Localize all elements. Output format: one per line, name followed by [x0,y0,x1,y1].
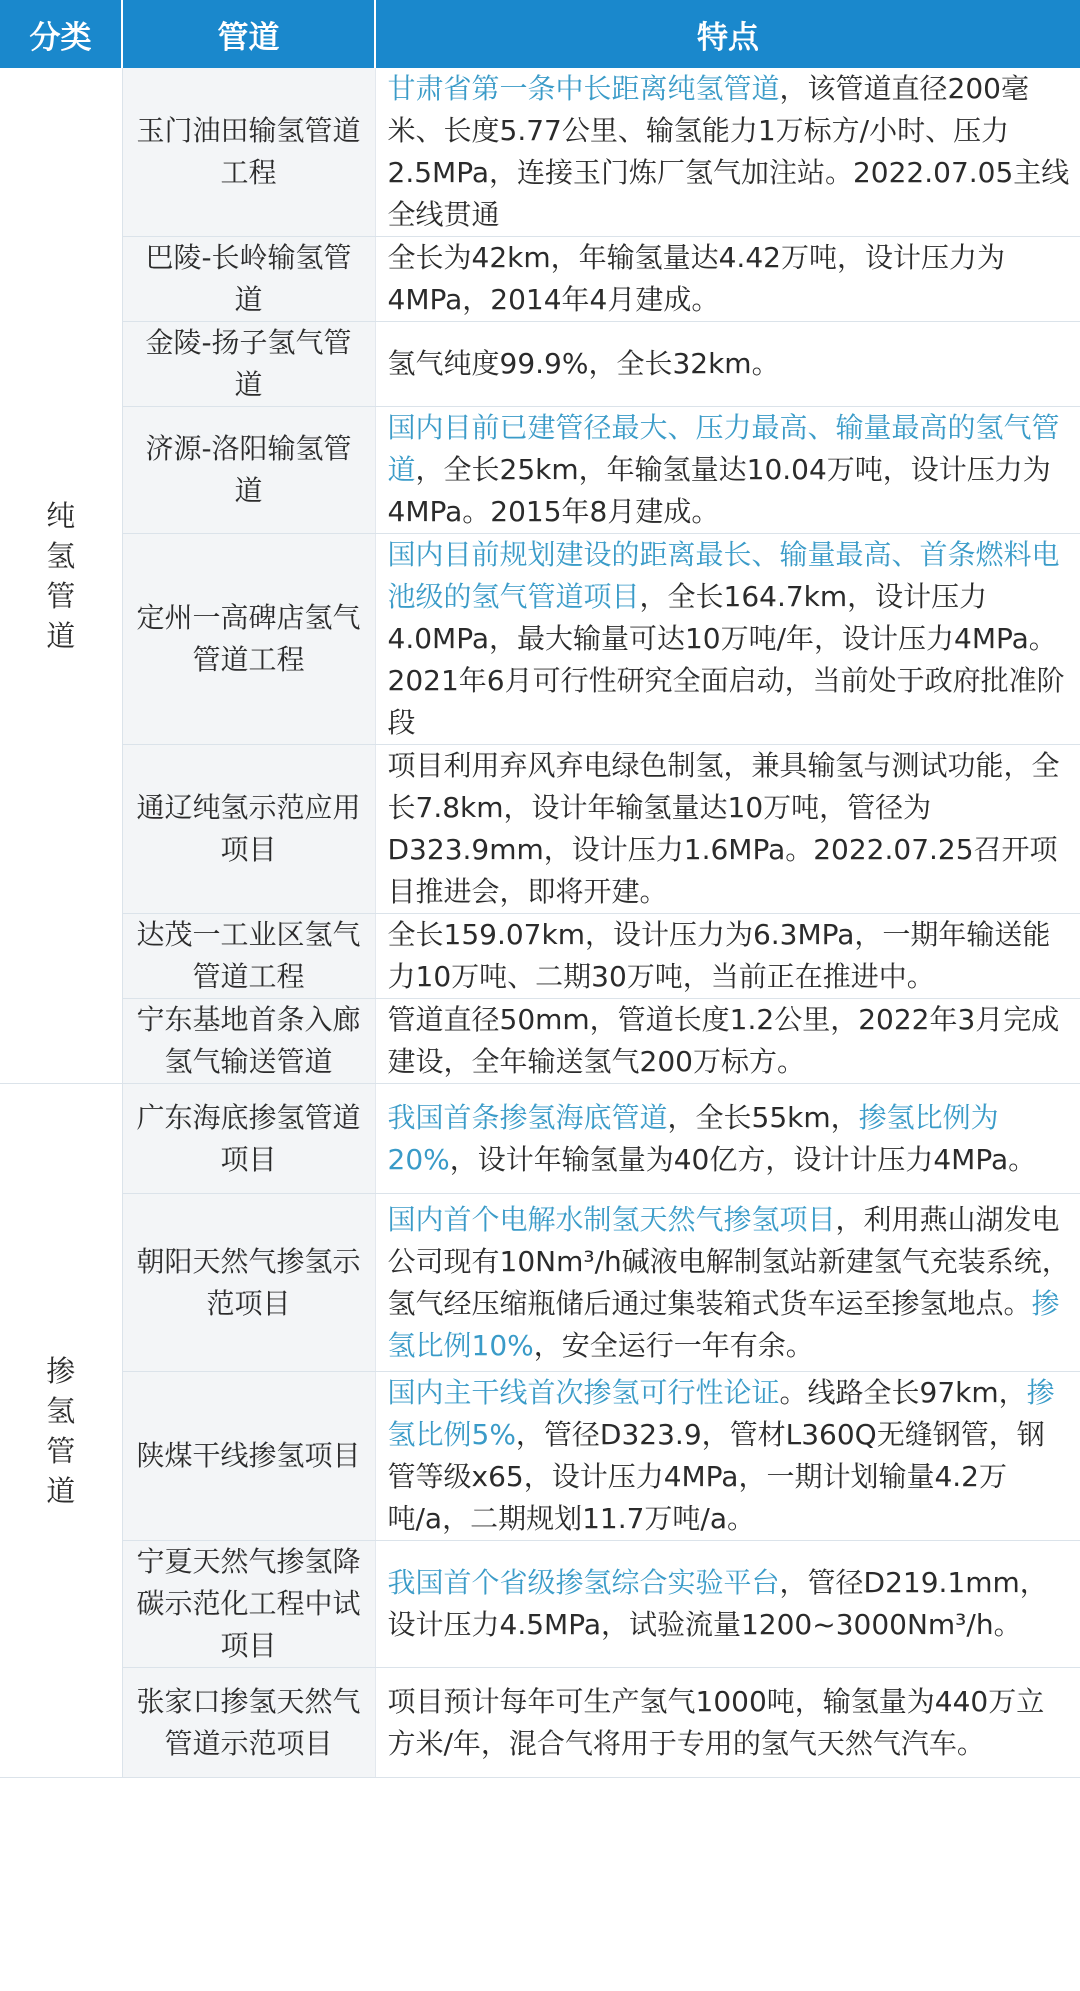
feature-text: ，安全运行一年有余。 [533,1328,814,1362]
pipeline-features [375,1194,1080,1372]
pipeline-name: 张家口掺氢天然气管道示范项目 [122,1668,375,1778]
table-row [0,1084,1080,1194]
pipeline-name: 玉门油田输氢管道工程 [122,68,375,237]
pipeline-name: 朝阳天然气掺氢示范项目 [122,1194,375,1372]
highlight-text: 国内主干线首次掺氢可行性论证 [387,1376,780,1409]
pipeline-name: 金陵-扬子氢气管道 [122,322,375,407]
feature-text: ，该管道直径200毫米、长度5.77公里、输氢能力1万标方/小时、压力2.5MPa，连接玉门炼厂氢气加注站。2022.07.05主线全线贯通 [387,72,1070,231]
highlight-text: 掺氢比例10% [387,1286,1060,1362]
pipeline-name: 陕煤干线掺氢项目 [122,1372,375,1541]
feature-text: 全长为42km，年输氢量达4.42万吨，设计压力为4MPa，2014年4月建成。 [387,241,1005,316]
table-row [0,322,1080,407]
category-pure-hydrogen [0,68,122,1084]
feature-text: ，管径D323.9，管材L360Q无缝钢管，钢管等级x65，设计压力4MPa，一期计划输量4.2万吨/a，二期规划11.7万吨/a。 [387,1418,1045,1535]
header-pipeline: 管道 [122,0,375,68]
pipeline-name: 巴陵-长岭输氢管道 [122,237,375,322]
pipeline-features [375,1541,1080,1668]
pipeline-features [375,1084,1080,1194]
pipeline-features [375,914,1080,999]
table-row [0,68,1080,237]
feature-text: 氢气纯度99.9%，全长32km。 [387,347,780,380]
pipeline-features [375,1372,1080,1541]
highlight-text: 甘肃省第一条中长距离纯氢管道 [387,72,780,105]
table-row [0,237,1080,322]
table-row [0,1668,1080,1778]
pipeline-name: 达茂一工业区氢气管道工程 [122,914,375,999]
feature-text: ，全长164.7km，设计压力4.0MPa，最大输量可达10万吨/年，设计压力4MPa。2021年6月可行性研究全面启动，当前处于政府批准阶段 [387,580,1065,739]
pipeline-features [375,745,1080,914]
feature-text: 项目预计每年可生产氢气1000吨，输氢量为440万立方米/年，混合气将用于专用的氢气天然气汽车。 [387,1684,1045,1760]
table-row [0,745,1080,914]
pipeline-name: 宁东基地首条入廊氢气输送管道 [122,999,375,1084]
feature-text: ，设计年输氢量为40亿方，设计计压力4MPa。 [449,1142,1037,1176]
category-label: 掺氢管道 [46,1353,76,1508]
feature-text: ，全长55km， [667,1100,859,1134]
table-row [0,534,1080,745]
pipeline-name: 宁夏天然气掺氢降碳示范化工程中试项目 [122,1541,375,1668]
feature-text: 。线路全长97km， [779,1376,1027,1409]
pipeline-name: 济源-洛阳输氢管道 [122,407,375,534]
pipeline-features [375,237,1080,322]
header-row [0,0,1080,68]
feature-text: 管道直径50mm，管道长度1.2公里，2022年3月完成建设，全年输送氢气200万标方。 [387,1003,1060,1078]
table-body [0,68,1080,1778]
category-blended-hydrogen [0,1084,122,1778]
pipeline-features [375,68,1080,237]
table-row [0,914,1080,999]
header-features: 特点 [375,0,1080,68]
pipeline-features [375,534,1080,745]
pipeline-features [375,407,1080,534]
table-row [0,1372,1080,1541]
table-row [0,1541,1080,1668]
table-header [0,0,1080,68]
feature-text: 全长159.07km，设计压力为6.3MPa，一期年输送能力10万吨、二期30万吨，当前正在推进中。 [387,918,1051,993]
category-label: 纯氢管道 [46,498,76,653]
feature-text: ，全长25km，年输氢量达10.04万吨，设计压力为4MPa。2015年8月建成。 [387,453,1051,528]
highlight-text: 掺氢比例为20% [387,1100,999,1176]
highlight-text: 我国首个省级掺氢综合实验平台 [387,1566,780,1599]
highlight-text: 我国首条掺氢海底管道 [387,1100,668,1134]
pipeline-features [375,1668,1080,1778]
feature-text: 项目利用弃风弃电绿色制氢，兼具输氢与测试功能，全长7.8km，设计年输氢量达10万吨，管径为D323.9mm，设计压力1.6MPa。2022.07.25召开项目推进会，即将开建。 [387,749,1060,908]
table-row [0,1194,1080,1372]
highlight-text: 国内首个电解水制氢天然气掺氢项目 [387,1202,836,1236]
table-row [0,407,1080,534]
feature-text: ，利用燕山湖发电公司现有10Nm³/h碱液电解制氢站新建氢气充装系统，氢气经压缩瓶储后通过集装箱式货车运至掺氢地点。 [387,1202,1070,1320]
pipeline-features [375,322,1080,407]
pipeline-name: 通辽纯氢示范应用项目 [122,745,375,914]
highlight-text: 国内目前已建管径最大、压力最高、输量最高的氢气管道 [387,411,1060,486]
table-row [0,999,1080,1084]
pipeline-features [375,999,1080,1084]
highlight-text: 掺氢比例5% [387,1376,1055,1451]
highlight-text: 国内目前规划建设的距离最长、输量最高、首条燃料电池级的氢气管道项目 [387,538,1060,613]
pipeline-name: 广东海底掺氢管道项目 [122,1084,375,1194]
header-category: 分类 [0,0,122,68]
pipeline-name: 定州一高碑店氢气管道工程 [122,534,375,745]
feature-text: ，管径D219.1mm，设计压力4.5MPa，试验流量1200~3000Nm³/h。 [387,1566,1048,1641]
